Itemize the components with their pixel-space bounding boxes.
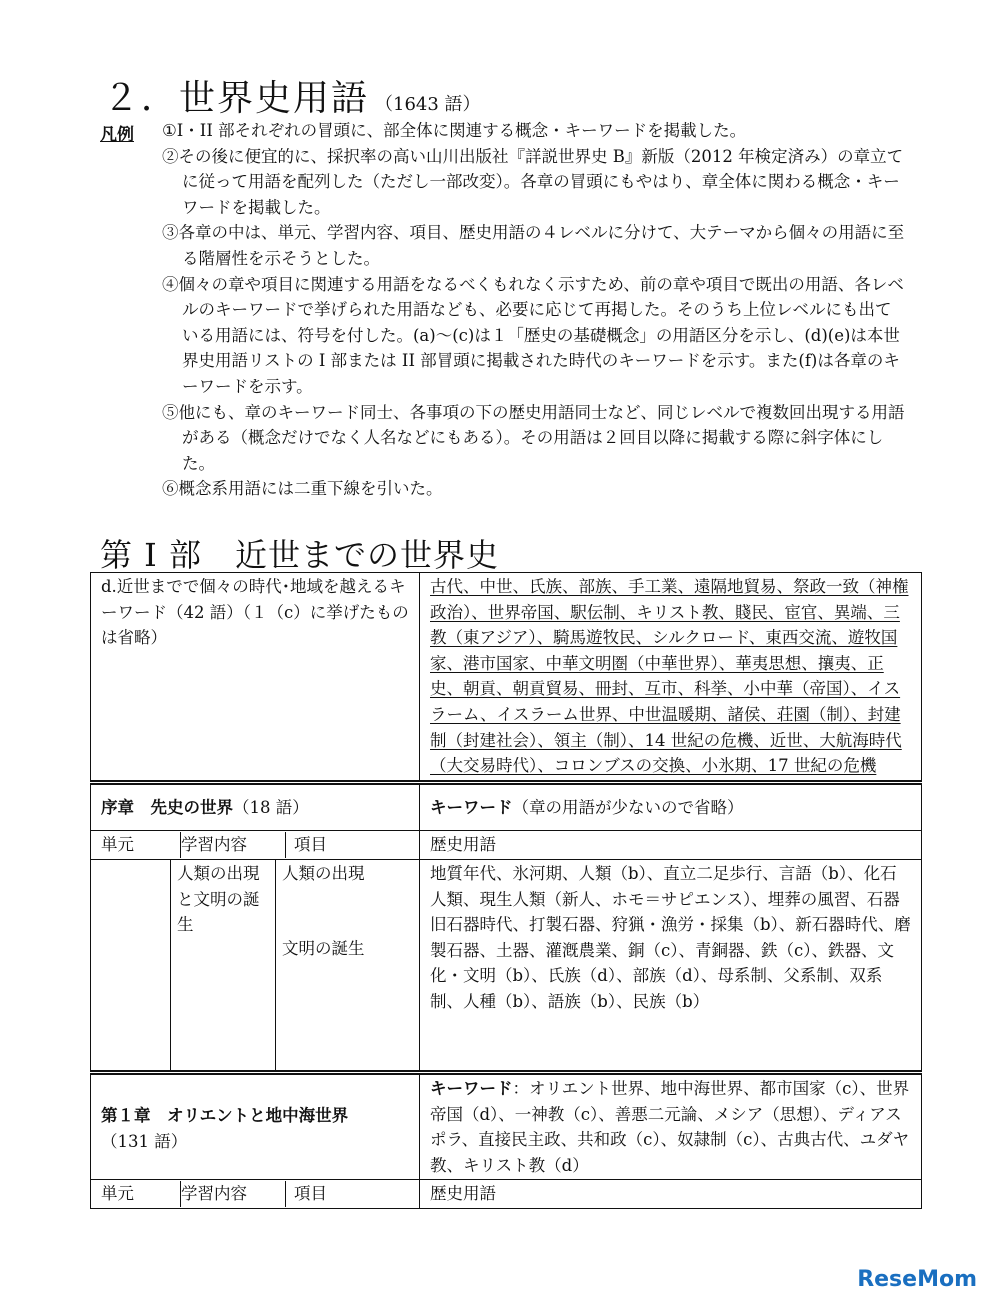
row-d-left: d.近世までで個々の時代･地域を越えるキーワード（42 語）（１（c）に挙げたものは省略） bbox=[91, 573, 420, 783]
legend-item-5: ⑤他にも、章のキーワード同士、各事項の下の歴史用語同士など、同じレベルで複数回出現する用語がある（概念だけでなく人名などにもある）。その用語は２回目以降に掲載する際に斜字体にした。 bbox=[162, 402, 905, 473]
preface-title-cell bbox=[91, 782, 420, 831]
legend-list bbox=[162, 118, 907, 502]
legend-item-3: ③各章の中は、単元、学習内容、項目、歴史用語の４レベルに分けて、大テーマから個々の用語に至る階層性を示そうとした。 bbox=[162, 223, 905, 268]
ch1-header-terms: 歴史用語 bbox=[420, 1180, 922, 1209]
chapter1-title-cell bbox=[91, 1072, 420, 1179]
chapter1-header-left bbox=[91, 1180, 420, 1209]
ch1-header-content: 学習内容 bbox=[181, 1181, 286, 1207]
ch1-header-unit: 単元 bbox=[101, 1181, 181, 1207]
table-row bbox=[91, 782, 922, 831]
preface-kw-note: （章の用語が少ないので省略） bbox=[512, 797, 744, 817]
title-text: ２．世界史用語 bbox=[103, 78, 370, 119]
preface-keyword-cell bbox=[420, 782, 922, 831]
header-content: 学習内容 bbox=[181, 832, 286, 858]
row-d-terms: 古代、中世、氏族、部族、手工業、遠隔地貿易、祭政一致（神権政治）、世界帝国、駅伝制、キリスト教、賤民、宦官、異端、三教（東アジア）、騎馬遊牧民、シルクロード、東西交流、遊牧国家、港市国家、中華文明圏（中華世界）、華夷思想、攘夷、正史、朝貢、朝貢貿易、冊封、互市、科挙、小中華（帝国）、イスラーム、イスラーム世界、中世温暖期、諸侯、荘園（制）、封建制（封建社会）、領主（制）、14 世紀の危機、近世、大航海時代（大交易時代）、コロンブスの交換、小氷期、17 世紀の危機 bbox=[430, 577, 909, 776]
preface-count: （18 語） bbox=[233, 797, 309, 817]
table-row bbox=[91, 573, 922, 783]
preface-item-1: 人類の出現 bbox=[282, 863, 365, 883]
chapter1-header-grid bbox=[101, 1181, 411, 1207]
chapter1-keyword-cell bbox=[420, 1072, 922, 1179]
preface-body-left bbox=[91, 859, 420, 1072]
table-row bbox=[91, 859, 922, 1072]
legend-item-4: ④個々の章や項目に関連する用語をなるべくもれなく示すため、前の章や項目で既出の用語、各レベルのキーワードで挙げられた用語なども、必要に応じて再掲した。そのうち上位レベルにも出ている用語には、符号を付した。(a)～(c)は１「歴史の基礎概念」の用語区分を示し、(d)(e)は本世界史用語リストの I 部または II 部冒頭に掲載された時代のキーワードを示す。また(f)は各章のキーワードを示す。 bbox=[162, 274, 904, 396]
legend-item-1: ①I・II 部それぞれの冒頭に、部全体に関連する概念・キーワードを掲載した。 bbox=[162, 121, 747, 140]
legend-label: 凡例 bbox=[100, 125, 134, 145]
preface-item-2: 文明の誕生 bbox=[282, 938, 365, 958]
header-terms: 歴史用語 bbox=[420, 831, 922, 860]
resemom-logo: ReseMom bbox=[857, 1267, 977, 1292]
table-row bbox=[91, 1180, 922, 1209]
row-d-right bbox=[420, 573, 922, 783]
preface-kw-label: キーワード bbox=[430, 797, 513, 817]
legend-item-2: ②その後に便宜的に、採択率の高い山川出版社『詳説世界史 B』新版（2012 年検定済み）の章立てに従って用語を配列した（ただし一部改変）。各章の冒頭にもやはり、章全体に関わる概念・キーワードを掲載した。 bbox=[162, 146, 904, 217]
legend-item-6: ⑥概念系用語には二重下線を引いた。 bbox=[162, 479, 443, 499]
preface-title: 序章 先史の世界 bbox=[101, 797, 233, 817]
header-unit: 単元 bbox=[101, 832, 181, 858]
page-title bbox=[103, 70, 481, 121]
terms-table bbox=[90, 572, 922, 1209]
preface-terms-cell bbox=[420, 859, 922, 1072]
chapter1-title: 第１章 オリエントと地中海世界 bbox=[101, 1105, 349, 1125]
part-title: 第 I 部 近世までの世界史 bbox=[100, 536, 499, 574]
preface-header-left bbox=[91, 831, 420, 860]
preface-header-grid bbox=[101, 832, 411, 858]
preface-content: 人類の出現と文明の誕生 bbox=[171, 860, 276, 1070]
chapter1-kw-label: キーワード bbox=[430, 1078, 513, 1098]
chapter1-kw-text: ：オリエント世界、地中海世界、都市国家（c）、世界帝国（d）、一神教（c）、善悪二元論、メシア（思想）、ディアスポラ、直接民主政、共和政（c）、奴隷制（c）、古典古代、ユダヤ教、キリスト教（d） bbox=[430, 1078, 910, 1175]
title-count: （1643 語） bbox=[375, 94, 481, 115]
ch1-header-item: 項目 bbox=[294, 1184, 327, 1204]
preface-terms-1: 地質年代、氷河期、人類（b）、直立二足歩行、言語（b）、化石人類、現生人類（新人、ホモ＝サピエンス）、埋葬の風習、石器 bbox=[430, 863, 900, 909]
header-item: 項目 bbox=[294, 835, 327, 855]
preface-terms-2: 旧石器時代、打製石器、狩猟・漁労・採集（b）、新石器時代、磨製石器、土器、灌漑農業、銅（c）、青銅器、鉄（c）、鉄器、文化・文明（b）、氏族（d）、部族（d）、母系制、父系制、双系制、人種（b）、語族（b）、民族（b） bbox=[430, 915, 911, 1011]
chapter1-count: （131 語） bbox=[101, 1131, 188, 1151]
table-row bbox=[91, 1072, 922, 1179]
table-row bbox=[91, 831, 922, 860]
